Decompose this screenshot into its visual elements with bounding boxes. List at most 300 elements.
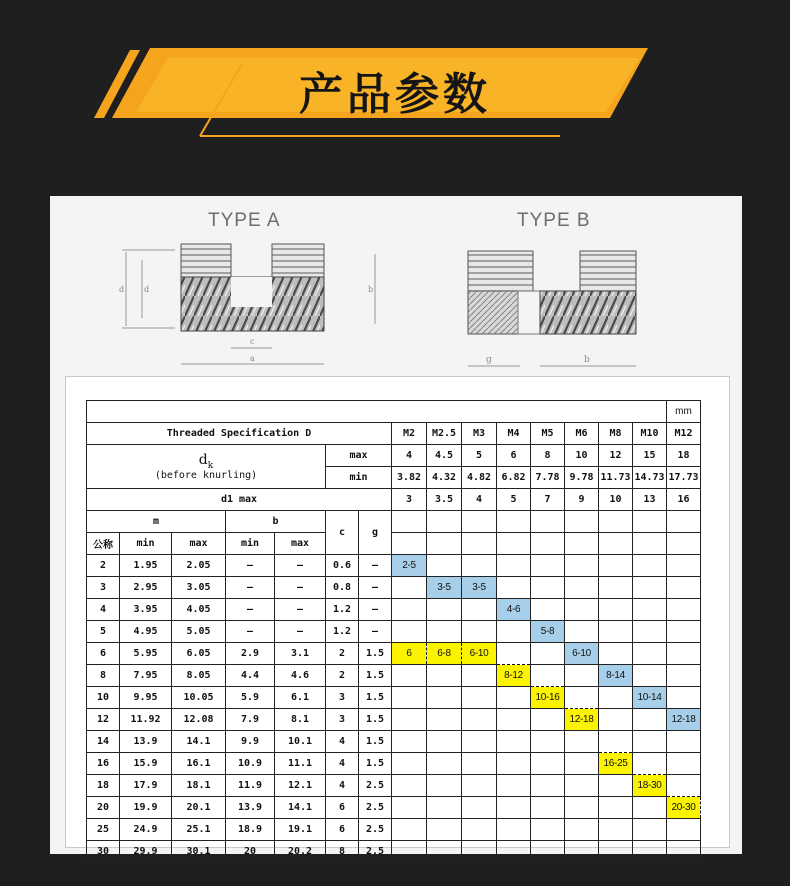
grid-cell [497,577,531,599]
grid-cell [427,621,462,643]
grid-cell [599,511,633,533]
grid-cell [599,819,633,841]
grid-cell [392,709,427,731]
grid-cell [531,511,565,533]
thread-size: M10 [633,423,667,445]
spec-mmax: 8.05 [172,665,226,687]
grid-cell [531,577,565,599]
range-label: 2-5 [402,560,416,571]
grid-cell [565,621,599,643]
spec-c: 4 [326,731,359,753]
nominal-header: 公称 [87,533,120,555]
spec-g: 2.5 [359,841,392,863]
grid-cell [462,555,497,577]
spec-c: 6 [326,797,359,819]
spec-row [87,687,701,709]
type-b-label: TYPE B [517,210,591,231]
grid-cell [633,511,667,533]
spec-g: – [359,599,392,621]
grid-cell [497,709,531,731]
spec-n: 12 [87,709,120,731]
d1-label: d1 max [87,489,392,511]
range-cell-yellow [531,687,565,709]
spec-bmin: 9.9 [226,731,275,753]
spec-c: 0.8 [326,577,359,599]
grid-cell [497,511,531,533]
spec-bmax: 8.1 [275,709,326,731]
spec-c: 3 [326,687,359,709]
svg-text:a: a [250,354,255,363]
grid-cell [531,753,565,775]
grid-cell [462,533,497,555]
grid-cell [462,621,497,643]
spec-row [87,731,701,753]
grid-cell [462,709,497,731]
grid-cell [599,775,633,797]
spec-bmax: 10.1 [275,731,326,753]
m-header: m [87,511,226,533]
grid-cell [427,819,462,841]
range-cell-blue [633,687,667,709]
grid-cell [599,709,633,731]
grid-cell [667,533,701,555]
spec-bmin: – [226,621,275,643]
spec-c: 8 [326,841,359,863]
dk-max-value: 6 [497,445,531,467]
d1-value: 13 [633,489,667,511]
spec-g: 2.5 [359,819,392,841]
thread-size: M12 [667,423,701,445]
spec-bmax: 19.1 [275,819,326,841]
product-panel [50,196,742,857]
spec-bmin: 10.9 [226,753,275,775]
spec-g: 1.5 [359,731,392,753]
dk-min-value: 4.82 [462,467,497,489]
mb-header-row [87,511,701,533]
grid-cell [427,533,462,555]
grid-cell [497,841,531,863]
spec-mmin: 11.92 [120,709,172,731]
spec-mmax: 25.1 [172,819,226,841]
spec-mmin: 7.95 [120,665,172,687]
range-label: 6-8 [437,648,451,659]
range-label: 10-16 [535,692,560,703]
range-cell-blue [392,555,427,577]
grid-cell [462,819,497,841]
range-label: 6-10 [469,648,489,659]
spec-g: – [359,577,392,599]
grid-cell [599,577,633,599]
range-cell-yellow [565,709,599,731]
grid-cell [392,687,427,709]
spec-n: 3 [87,577,120,599]
grid-cell [599,731,633,753]
spec-bmin: – [226,599,275,621]
dk-min-value: 9.78 [565,467,599,489]
range-label: 12-18 [569,714,594,725]
spec-n: 8 [87,665,120,687]
spec-n: 18 [87,775,120,797]
spec-n: 2 [87,555,120,577]
grid-cell [392,599,427,621]
grid-cell [667,731,701,753]
grid-cell [633,533,667,555]
grid-cell [497,797,531,819]
grid-cell [531,643,565,665]
spec-row [87,753,701,775]
range-cell-yellow [462,643,497,665]
grid-cell [392,621,427,643]
grid-cell [462,599,497,621]
grid-cell [462,665,497,687]
spec-mmax: 6.05 [172,643,226,665]
spec-row [87,709,701,731]
dk-min-value: 11.73 [599,467,633,489]
spec-row [87,577,701,599]
spec-mmin: 29.9 [120,841,172,863]
page-title: 产品参数 [299,69,491,120]
spec-g: – [359,621,392,643]
c-header: c [326,511,359,555]
grid-cell [427,841,462,863]
grid-cell [599,599,633,621]
grid-cell [667,819,701,841]
grid-cell [462,841,497,863]
grid-cell [427,775,462,797]
range-label: 16-25 [603,758,628,769]
grid-cell [531,709,565,731]
grid-cell [531,797,565,819]
grid-cell [392,731,427,753]
spec-bmax: 4.6 [275,665,326,687]
spec-bmin: 5.9 [226,687,275,709]
grid-cell [599,687,633,709]
grid-cell [599,797,633,819]
spec-c: 1.2 [326,621,359,643]
unit-row [87,401,701,423]
grid-cell [497,621,531,643]
spec-c: 4 [326,753,359,775]
range-label: 12-18 [671,714,696,725]
spec-bmax: – [275,599,326,621]
grid-cell [565,687,599,709]
range-label: 8-14 [606,670,625,681]
spec-mmax: 5.05 [172,621,226,643]
spec-mmin: 13.9 [120,731,172,753]
grid-cell [392,819,427,841]
dk-min-value: 4.32 [427,467,462,489]
spec-bmax: 6.1 [275,687,326,709]
spec-n: 25 [87,819,120,841]
type-a-label: TYPE A [208,210,281,231]
grid-cell [565,555,599,577]
spec-bmax: 14.1 [275,797,326,819]
grid-cell [531,533,565,555]
dk-min-value: 14.73 [633,467,667,489]
range-label: 6 [406,648,412,659]
dk-min-value: 6.82 [497,467,531,489]
d1-value: 3.5 [427,489,462,511]
grid-cell [633,599,667,621]
range-cell-yellow [633,775,667,797]
spec-c: 3 [326,709,359,731]
dk-symbol-letter: d [198,451,208,468]
spec-mmax: 12.08 [172,709,226,731]
spec-bmin: 2.9 [226,643,275,665]
spec-bmin: – [226,577,275,599]
spec-bmax: 3.1 [275,643,326,665]
spec-row [87,643,701,665]
grid-cell [565,797,599,819]
grid-cell [565,775,599,797]
spec-row [87,775,701,797]
grid-cell [462,687,497,709]
spec-n: 14 [87,731,120,753]
grid-cell [427,731,462,753]
spec-mmax: 3.05 [172,577,226,599]
spec-mmin: 5.95 [120,643,172,665]
grid-cell [667,665,701,687]
spec-mmax: 10.05 [172,687,226,709]
range-cell-yellow [599,753,633,775]
spec-mmax: 4.05 [172,599,226,621]
grid-cell [667,621,701,643]
svg-text:d: d [119,285,125,294]
spec-c: 4 [326,775,359,797]
grid-cell [667,599,701,621]
grid-cell [633,709,667,731]
grid-cell [565,533,599,555]
spec-n: 16 [87,753,120,775]
unit-label: mm [667,401,701,423]
thread-size: M6 [565,423,599,445]
b-header: b [226,511,326,533]
grid-cell [667,643,701,665]
spec-sheet [65,376,730,857]
spec-row [87,555,701,577]
svg-text:b: b [368,285,374,294]
grid-cell [531,731,565,753]
grid-cell [392,665,427,687]
grid-cell [599,555,633,577]
spec-mmin: 15.9 [120,753,172,775]
grid-cell [462,775,497,797]
range-label: 3-5 [437,582,451,593]
svg-text:b: b [584,355,590,365]
grid-cell [497,533,531,555]
dk-min-value: 3.82 [392,467,427,489]
spec-c: 2 [326,643,359,665]
grid-cell [667,841,701,863]
minmax-header-row [87,533,701,555]
spec-mmin: 4.95 [120,621,172,643]
grid-cell [599,621,633,643]
grid-cell [497,731,531,753]
dk-max-label: max [326,445,392,467]
spec-n: 10 [87,687,120,709]
grid-cell [565,577,599,599]
d1-value: 5 [497,489,531,511]
grid-cell [497,819,531,841]
grid-cell [667,511,701,533]
thread-size: M2 [392,423,427,445]
spec-mmax: 20.1 [172,797,226,819]
spec-mmax: 30.1 [172,841,226,863]
spec-mmin: 19.9 [120,797,172,819]
range-label: 10-14 [637,692,662,703]
spec-bmax: – [275,577,326,599]
range-cell-yellow [392,643,427,665]
range-cell-blue [427,577,462,599]
range-label: 3-5 [472,582,486,593]
d1-value: 7 [531,489,565,511]
spec-n: 5 [87,621,120,643]
grid-cell [427,797,462,819]
grid-cell [565,665,599,687]
grid-cell [497,555,531,577]
spec-mmax: 14.1 [172,731,226,753]
spec-c: 0.6 [326,555,359,577]
grid-cell [427,709,462,731]
grid-cell [392,511,427,533]
unit-spacer [87,401,667,423]
spec-mmin: 3.95 [120,599,172,621]
spec-bmax: 20.2 [275,841,326,863]
range-label: 8-12 [504,670,523,681]
d1-value: 3 [392,489,427,511]
grid-cell [462,511,497,533]
spec-row [87,841,701,863]
type-a-drawing [119,244,375,364]
grid-cell [599,533,633,555]
d1-value: 10 [599,489,633,511]
spec-table [86,400,701,863]
grid-cell [427,511,462,533]
range-cell-blue [497,599,531,621]
spec-row [87,819,701,841]
spec-bmin: 18.9 [226,819,275,841]
grid-cell [633,731,667,753]
dk-max-value: 4.5 [427,445,462,467]
dk-symbol-subscript: k [207,460,214,471]
spec-n: 6 [87,643,120,665]
spec-row [87,797,701,819]
dk-max-value: 5 [462,445,497,467]
spec-row [87,599,701,621]
svg-text:d: d [144,285,150,294]
grid-cell [462,731,497,753]
grid-cell [633,797,667,819]
d1-value: 4 [462,489,497,511]
grid-cell [427,555,462,577]
grid-cell [462,753,497,775]
m-max-header: max [172,533,226,555]
spec-bmin: 7.9 [226,709,275,731]
spec-row [87,665,701,687]
grid-cell [462,797,497,819]
range-label: 6-10 [572,648,591,659]
dk-max-value: 4 [392,445,427,467]
grid-cell [633,665,667,687]
grid-cell [497,775,531,797]
grid-cell [633,621,667,643]
spec-bmin: 20 [226,841,275,863]
grid-cell [633,577,667,599]
grid-cell [427,599,462,621]
grid-cell [531,665,565,687]
range-label: 18-30 [637,780,662,791]
thread-size: M8 [599,423,633,445]
range-cell-blue [667,709,701,731]
spec-mmin: 24.9 [120,819,172,841]
spec-g: 1.5 [359,753,392,775]
grid-cell [565,841,599,863]
d1-row [87,489,701,511]
spec-n: 20 [87,797,120,819]
grid-cell [599,841,633,863]
dk-max-value: 8 [531,445,565,467]
grid-cell [667,753,701,775]
grid-cell [531,841,565,863]
b-min-header: min [226,533,275,555]
spec-mmax: 2.05 [172,555,226,577]
grid-cell [531,775,565,797]
grid-cell [427,665,462,687]
grid-cell [565,731,599,753]
spec-mmin: 9.95 [120,687,172,709]
dk-max-value: 15 [633,445,667,467]
spec-bmin: 11.9 [226,775,275,797]
spec-mmin: 2.95 [120,577,172,599]
grid-cell [531,555,565,577]
dk-max-value: 10 [565,445,599,467]
dk-max-value: 18 [667,445,701,467]
dk-min-value: 17.73 [667,467,701,489]
spec-bmax: – [275,621,326,643]
grid-cell [392,775,427,797]
grid-cell [497,753,531,775]
dk-min-label: min [326,467,392,489]
thread-row [87,423,701,445]
spec-c: 2 [326,665,359,687]
range-cell-blue [462,577,497,599]
dk-label-cell [87,445,326,489]
range-label: 20-30 [671,802,696,813]
grid-cell [531,599,565,621]
range-cell-yellow [427,643,462,665]
grid-cell [633,643,667,665]
grid-cell [599,643,633,665]
spec-bmin: – [226,555,275,577]
thread-size: M5 [531,423,565,445]
range-cell-yellow [667,797,701,819]
svg-text:g: g [486,355,492,365]
grid-cell [667,555,701,577]
spec-mmin: 1.95 [120,555,172,577]
spec-mmax: 18.1 [172,775,226,797]
grid-cell [392,753,427,775]
grid-cell [667,775,701,797]
spec-g: 1.5 [359,665,392,687]
grid-cell [392,577,427,599]
spec-g: 2.5 [359,775,392,797]
spec-bmin: 13.9 [226,797,275,819]
spec-bmax: 12.1 [275,775,326,797]
spec-bmax: 11.1 [275,753,326,775]
spec-bmin: 4.4 [226,665,275,687]
spec-g: 2.5 [359,797,392,819]
range-cell-blue [565,643,599,665]
